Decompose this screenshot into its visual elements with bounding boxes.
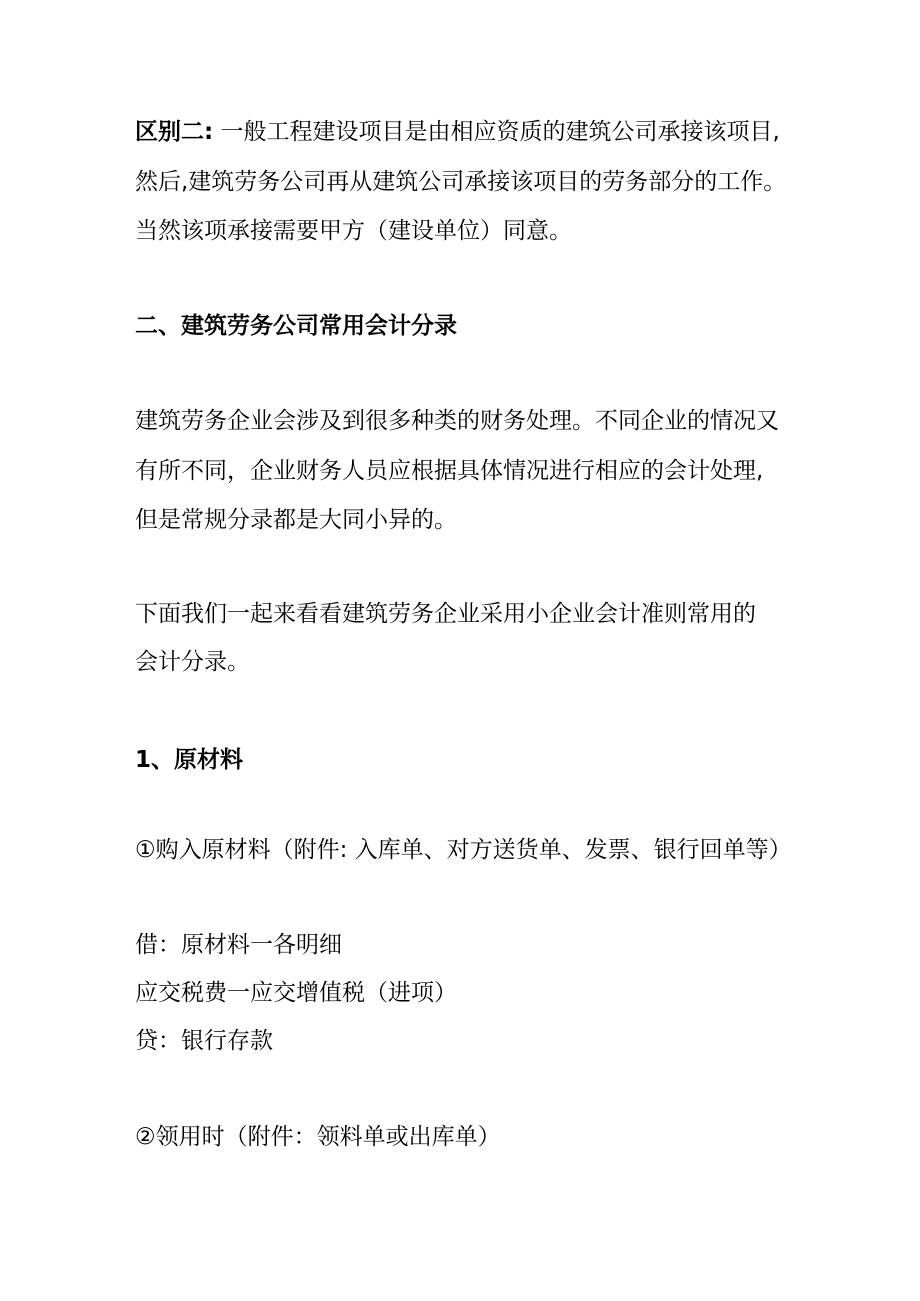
paragraph-2-line-2: 有所不同，企业财务人员应根据具体情况进行相应的会计处理, <box>135 458 764 484</box>
paragraph-2-line-3: 但是常规分录都是大同小异的。 <box>135 507 457 533</box>
entry-1-line-2: 应交税费一应交增值税（进项） <box>135 980 457 1006</box>
paragraph-2-line-1: 建筑劳务企业会涉及到很多种类的财务处理。不同企业的情况又 <box>135 408 779 434</box>
list-item-2: ②领用时（附件：领料单或出库单） <box>135 1124 501 1150</box>
paragraph-1-line-2: 然后,建筑劳务公司再从建筑公司承接该项目的劳务部分的工作。 <box>135 169 787 195</box>
paragraph-3-line-2: 会计分录。 <box>135 649 250 675</box>
paragraph-1-line-1-text: 一般工程建设项目是由相应资质的建筑公司承接该项目, <box>213 119 780 145</box>
section-heading-2: 二、建筑劳务公司常用会计分录 <box>135 313 457 339</box>
entry-1-line-3: 贷：银行存款 <box>135 1028 273 1054</box>
paragraph-3-line-1: 下面我们一起来看看建筑劳务企业采用小企业会计准则常用的 <box>135 601 756 627</box>
paragraph-1-line-3: 当然该项承接需要甲方（建设单位）同意。 <box>135 218 572 244</box>
paragraph-1-line-1 <box>135 117 780 147</box>
paragraph-1-label: 区别二: <box>135 119 214 145</box>
list-item-1: ①购入原材料（附件: 入库单、对方送货单、发票、银行回单等） <box>135 837 792 863</box>
section-heading-3: 1、原材料 <box>135 747 244 773</box>
entry-1-line-1: 借：原材料一各明细 <box>135 932 342 958</box>
